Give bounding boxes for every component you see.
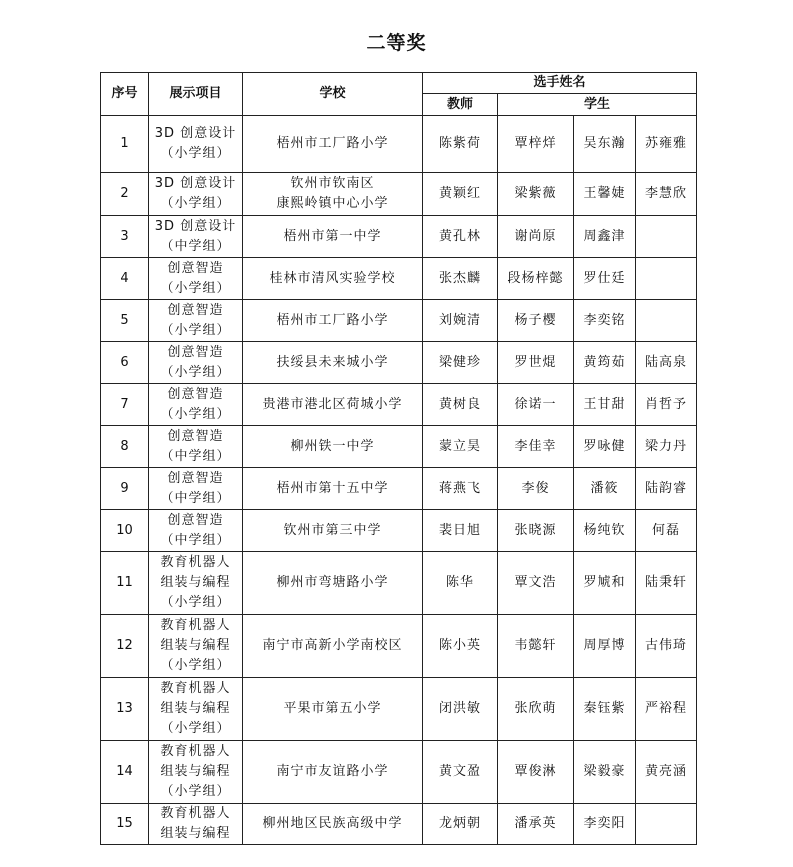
row-school: 钦州市钦南区 康熙岭镇中心小学 (243, 173, 423, 216)
row-student: 黄筠茹 (574, 342, 636, 384)
page-title: 二等奖 (366, 32, 427, 54)
row-project: 教育机器人 组装与编程 （小学组） (149, 615, 243, 678)
row-teacher: 黄孔林 (423, 216, 498, 258)
row-project: 创意智造 （小学组） (149, 342, 243, 384)
row-project: 创意智造 （小学组） (149, 384, 243, 426)
table-row (101, 510, 697, 552)
row-project: 教育机器人 组装与编程 （小学组） (149, 552, 243, 615)
row-teacher: 蒙立昊 (423, 426, 498, 468)
row-student: 罗咏健 (574, 426, 636, 468)
table-row (101, 678, 697, 741)
row-project: 3D 创意设计 （小学组） (149, 116, 243, 173)
row-student: 王馨婕 (574, 173, 636, 216)
table-row (101, 300, 697, 342)
row-teacher: 张杰麟 (423, 258, 498, 300)
row-teacher: 裴日旭 (423, 510, 498, 552)
row-teacher: 陈华 (423, 552, 498, 615)
row-student: 罗虓和 (574, 552, 636, 615)
row-student: 梁紫薇 (498, 173, 574, 216)
table-row (101, 426, 697, 468)
row-school: 梧州市第十五中学 (243, 468, 423, 510)
row-seq: 12 (101, 615, 149, 678)
row-student: 潘承英 (498, 804, 574, 845)
header-row-1 (101, 73, 697, 94)
row-teacher: 梁健珍 (423, 342, 498, 384)
row-student: 覃文浩 (498, 552, 574, 615)
row-student: 陆高泉 (636, 342, 697, 384)
row-project: 创意智造 （中学组） (149, 468, 243, 510)
row-school: 梧州市第一中学 (243, 216, 423, 258)
row-student (636, 804, 697, 845)
row-seq: 4 (101, 258, 149, 300)
row-project: 3D 创意设计 （小学组） (149, 173, 243, 216)
row-seq: 13 (101, 678, 149, 741)
row-student (636, 258, 697, 300)
row-seq: 15 (101, 804, 149, 845)
row-seq: 5 (101, 300, 149, 342)
row-project: 创意智造 （小学组） (149, 258, 243, 300)
row-student: 李奕阳 (574, 804, 636, 845)
row-student: 周鑫津 (574, 216, 636, 258)
row-school: 平果市第五小学 (243, 678, 423, 741)
row-project: 3D 创意设计 （中学组） (149, 216, 243, 258)
row-seq: 7 (101, 384, 149, 426)
row-school: 贵港市港北区荷城小学 (243, 384, 423, 426)
row-student: 李俊 (498, 468, 574, 510)
table-row (101, 116, 697, 173)
row-school: 南宁市高新小学南校区 (243, 615, 423, 678)
row-seq: 11 (101, 552, 149, 615)
row-student (636, 300, 697, 342)
row-student: 潘筱 (574, 468, 636, 510)
table-row (101, 741, 697, 804)
header-school: 学校 (243, 73, 423, 116)
row-student: 严裕程 (636, 678, 697, 741)
row-student: 韦懿轩 (498, 615, 574, 678)
header-teacher: 教师 (423, 94, 498, 116)
row-teacher: 龙炳朝 (423, 804, 498, 845)
row-student: 李慧欣 (636, 173, 697, 216)
row-student: 黄亮涵 (636, 741, 697, 804)
header-student: 学生 (498, 94, 697, 116)
row-student: 杨纯钦 (574, 510, 636, 552)
row-project: 教育机器人 组装与编程 (149, 804, 243, 845)
row-project: 创意智造 （中学组） (149, 426, 243, 468)
table-header (101, 73, 697, 116)
row-seq: 6 (101, 342, 149, 384)
header-project: 展示项目 (149, 73, 243, 116)
row-student: 何磊 (636, 510, 697, 552)
row-teacher: 陈紫荷 (423, 116, 498, 173)
row-teacher: 黄颖红 (423, 173, 498, 216)
row-student: 古伟琦 (636, 615, 697, 678)
row-student: 苏雍雅 (636, 116, 697, 173)
row-student: 王甘甜 (574, 384, 636, 426)
row-school: 钦州市第三中学 (243, 510, 423, 552)
row-school: 扶绥县未来城小学 (243, 342, 423, 384)
row-student: 杨子樱 (498, 300, 574, 342)
table-body (101, 116, 697, 845)
table-row (101, 615, 697, 678)
row-teacher: 刘婉清 (423, 300, 498, 342)
row-student: 陆韵睿 (636, 468, 697, 510)
row-project: 教育机器人 组装与编程 （小学组） (149, 678, 243, 741)
awards-table (100, 72, 697, 845)
row-student: 李奕铭 (574, 300, 636, 342)
table-row (101, 468, 697, 510)
row-school: 梧州市工厂路小学 (243, 116, 423, 173)
row-project: 教育机器人 组装与编程 （小学组） (149, 741, 243, 804)
row-teacher: 闭洪敏 (423, 678, 498, 741)
row-student: 徐诺一 (498, 384, 574, 426)
table-row (101, 384, 697, 426)
row-seq: 2 (101, 173, 149, 216)
row-school: 柳州市弯塘路小学 (243, 552, 423, 615)
row-student: 罗仕廷 (574, 258, 636, 300)
row-student (636, 216, 697, 258)
row-school: 柳州地区民族高级中学 (243, 804, 423, 845)
row-student: 覃俊淋 (498, 741, 574, 804)
row-teacher: 陈小英 (423, 615, 498, 678)
row-student: 覃梓烊 (498, 116, 574, 173)
row-seq: 1 (101, 116, 149, 173)
row-project: 创意智造 （小学组） (149, 300, 243, 342)
row-student: 吴东瀚 (574, 116, 636, 173)
row-student: 梁毅豪 (574, 741, 636, 804)
row-teacher: 黄树良 (423, 384, 498, 426)
table-row (101, 216, 697, 258)
table-row (101, 342, 697, 384)
row-seq: 9 (101, 468, 149, 510)
table-row (101, 258, 697, 300)
row-project: 创意智造 （中学组） (149, 510, 243, 552)
row-student: 肖哲予 (636, 384, 697, 426)
row-school: 梧州市工厂路小学 (243, 300, 423, 342)
row-student: 段杨梓懿 (498, 258, 574, 300)
row-seq: 14 (101, 741, 149, 804)
row-seq: 8 (101, 426, 149, 468)
row-student: 陆秉轩 (636, 552, 697, 615)
table-row (101, 173, 697, 216)
row-student: 周厚博 (574, 615, 636, 678)
row-student: 秦钰紫 (574, 678, 636, 741)
row-student: 谢尚原 (498, 216, 574, 258)
row-school: 桂林市清风实验学校 (243, 258, 423, 300)
row-seq: 3 (101, 216, 149, 258)
row-student: 张晓源 (498, 510, 574, 552)
table-row (101, 552, 697, 615)
row-student: 罗世焜 (498, 342, 574, 384)
row-student: 李佳幸 (498, 426, 574, 468)
table-row (101, 804, 697, 845)
row-school: 柳州铁一中学 (243, 426, 423, 468)
row-seq: 10 (101, 510, 149, 552)
row-student: 梁力丹 (636, 426, 697, 468)
row-teacher: 蒋燕飞 (423, 468, 498, 510)
row-student: 张欣萌 (498, 678, 574, 741)
row-school: 南宁市友谊路小学 (243, 741, 423, 804)
header-players: 选手姓名 (423, 73, 697, 94)
row-teacher: 黄文盈 (423, 741, 498, 804)
header-seq: 序号 (101, 73, 149, 116)
